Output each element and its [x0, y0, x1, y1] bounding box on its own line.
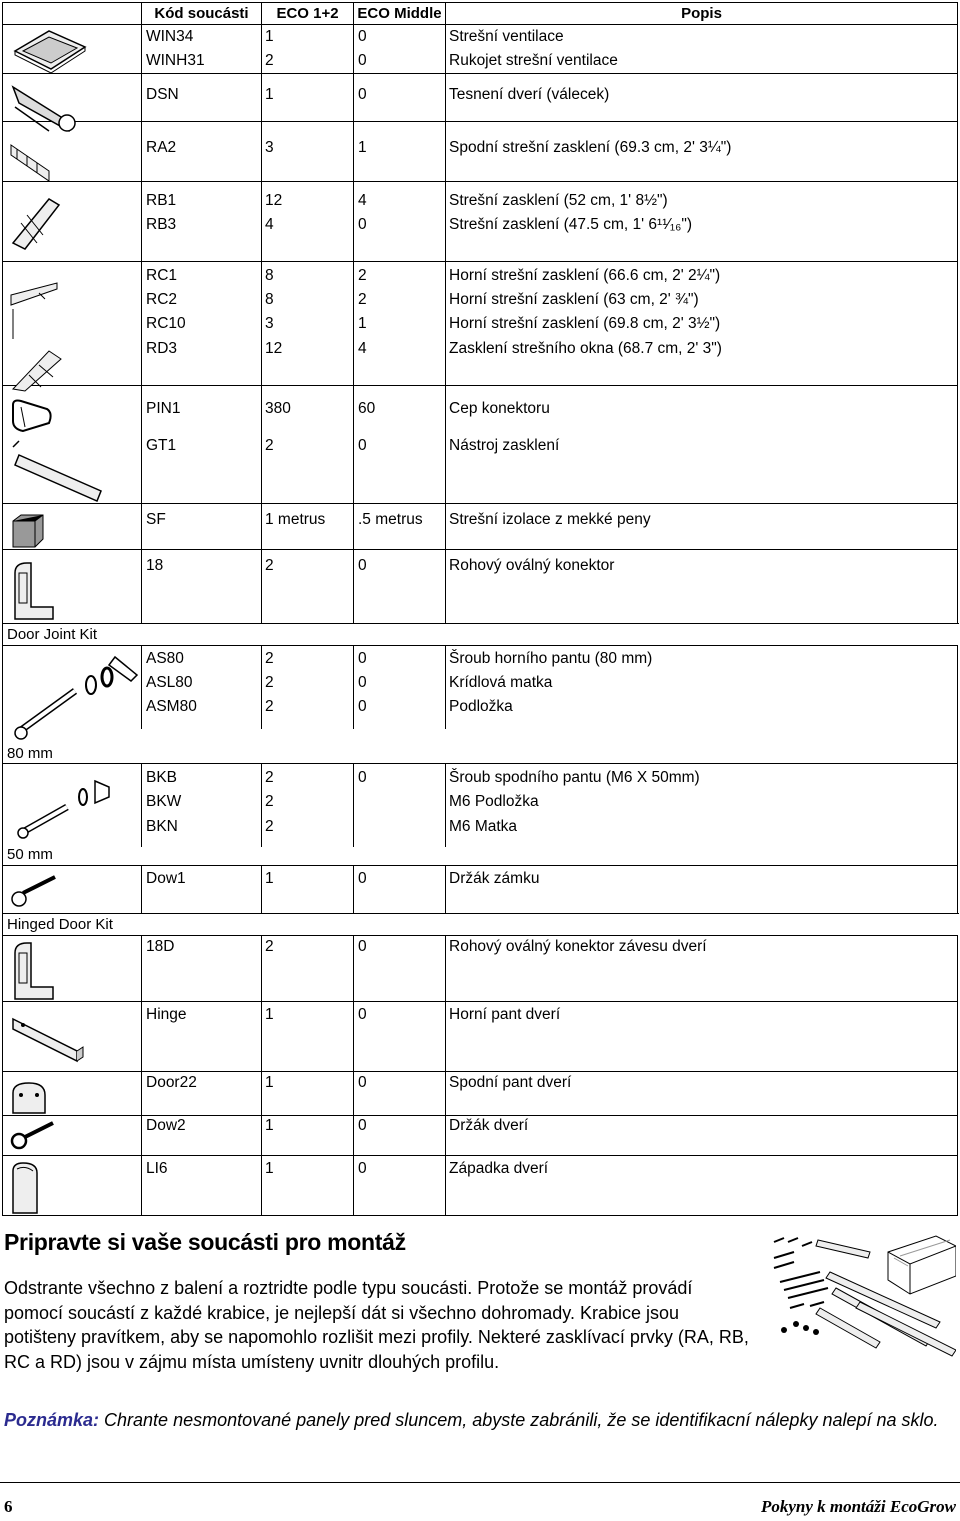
footer-title: Pokyny k montáži EcoGrow — [760, 1497, 956, 1516]
top-hinge-icon — [11, 1013, 85, 1065]
window-glazing-icon — [9, 345, 63, 393]
header-middle: ECO Middle — [353, 3, 445, 24]
table-row: RC10 3 1 Horní strešní zasklení (69.8 cm, 2' 3½") — [146, 315, 721, 332]
door-seal-icon — [9, 77, 79, 137]
hinge-bolt-kit-icon — [11, 651, 141, 743]
table-row: LI6 1 0 Západka dverí — [146, 1160, 549, 1177]
table-row: RC2 8 2 Horní strešní zasklení (63 cm, 2' ¾") — [146, 291, 699, 308]
page-number: 6 — [4, 1497, 13, 1516]
corner-connector-icon — [9, 559, 57, 623]
section-heading: Pripravte si vaše soucásti pro montáž — [4, 1229, 406, 1255]
table-row: WIN34 1 0 Strešní ventilace — [146, 28, 564, 45]
roof-glazing-icon — [7, 193, 65, 253]
header-image-col — [3, 3, 141, 24]
note-paragraph — [4, 1408, 949, 1432]
sorted-parts-illustration — [760, 1232, 956, 1369]
table-header — [3, 3, 957, 25]
table-row: Dow2 1 0 Držák dverí — [146, 1117, 529, 1134]
foam-insulation-icon — [11, 513, 45, 549]
table-row: BKN 2 M6 Matka — [146, 818, 518, 835]
note-label: Poznámka: — [4, 1410, 100, 1430]
size-label-50mm: 50 mm — [7, 846, 53, 863]
roof-vent-icon — [11, 27, 89, 73]
table-row: Door22 1 0 Spodní pant dverí — [146, 1074, 572, 1091]
latch-holder-icon — [9, 873, 59, 909]
door-latch-icon — [9, 1161, 43, 1215]
footer-rule — [0, 1482, 960, 1483]
table-row: ASL80 2 0 Krídlová matka — [146, 674, 553, 691]
parts-table — [2, 2, 958, 1216]
door-joint-kit-label: Door Joint Kit — [3, 623, 959, 645]
table-row: PIN1 380 60 Cep konektoru — [146, 400, 550, 417]
top-roof-glazing-icon — [9, 275, 61, 345]
table-row: 18D 2 0 Rohový oválný konektor závesu dverí — [146, 938, 707, 955]
bottom-hinge-icon — [9, 1079, 49, 1117]
instructions-paragraph: Odstrante všechno z balení a roztridte podle typu soucásti. Protože se montáž provádí pomocí soucástí z každé krabice, je nejlepší dát si všechno dohromady. Krabice jsou potišteny pravítkem, aby se napomohlo rozlišit mezi profily. Nekteré zasklívací prvky (RA, RB, RC a RD) jsou v zájmu místa umísteny uvnitr dlouhých profilu. — [4, 1278, 749, 1372]
glazing-tool-icon — [11, 439, 107, 505]
table-row: BKB 2 0 Šroub spodního pantu (M6 X 50mm) — [146, 769, 700, 786]
table-row: AS80 2 0 Šroub horního pantu (80 mm) — [146, 650, 653, 667]
table-row: RB3 4 0 Strešní zasklení (47.5 cm, 1' 6¹¹⁄₁₆") — [146, 216, 693, 233]
connector-pin-icon — [9, 397, 55, 435]
table-row: BKW 2 M6 Podložka — [146, 793, 539, 810]
hinge-corner-connector-icon — [9, 939, 57, 1003]
table-row: RC1 8 2 Horní strešní zasklení (66.6 cm, 2' 2¼") — [146, 267, 721, 284]
header-eco12: ECO 1+2 — [261, 3, 353, 24]
table-row: SF 1 metrus .5 metrus Strešní izolace z mekké peny — [146, 511, 651, 528]
table-row: ASM80 2 0 Podložka — [146, 698, 513, 715]
table-row: RB1 12 4 Strešní zasklení (52 cm, 1' 8½") — [146, 192, 668, 209]
table-row: WINH31 2 0 Rukojet strešní ventilace — [146, 52, 618, 69]
hinged-door-kit-label: Hinged Door Kit — [3, 913, 959, 935]
table-row: GT1 2 0 Nástroj zasklení — [146, 437, 560, 454]
header-description: Popis — [445, 3, 957, 24]
note-text: Chrante nesmontované panely pred sluncem, abyste zabránili, že se identifikacní nálepky nalepí na sklo. — [99, 1410, 939, 1430]
table-row: 18 2 0 Rohový oválný konektor — [146, 557, 615, 574]
table-row: Dow1 1 0 Držák zámku — [146, 870, 540, 887]
door-holder-icon — [9, 1119, 57, 1153]
table-row: RD3 12 4 Zasklení strešního okna (68.7 cm, 2' 3") — [146, 340, 722, 357]
header-code: Kód soucásti — [141, 3, 261, 24]
size-label-80mm: 80 mm — [7, 745, 53, 762]
bottom-hinge-bolt-icon — [13, 773, 113, 843]
table-row: DSN 1 0 Tesnení dverí (válecek) — [146, 86, 610, 103]
table-row: Hinge 1 0 Horní pant dverí — [146, 1006, 561, 1023]
table-row: RA2 3 1 Spodní strešní zasklení (69.3 cm, 2' 3¼") — [146, 139, 732, 156]
roof-glazing-bottom-icon — [9, 141, 53, 189]
